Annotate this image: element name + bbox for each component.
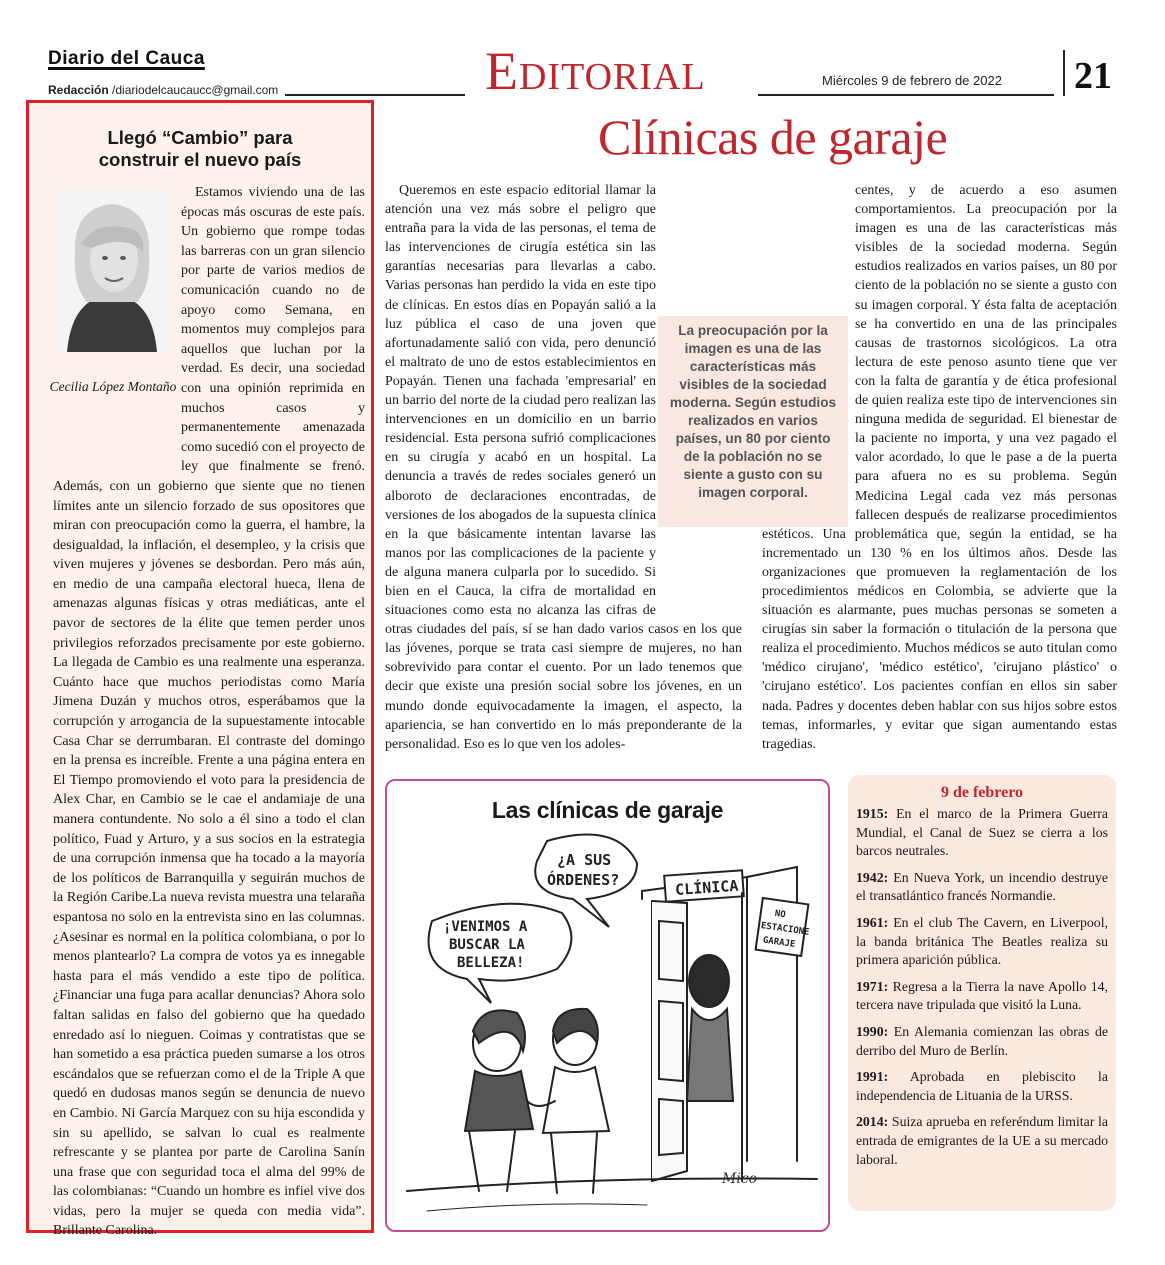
door-sign-line2: ESTACIONE xyxy=(760,921,810,938)
editorial-text-2: centes, y de acuerdo a eso asumen comportamientos. La preocupación por la imagen es una de las características más visibles de la sociedad moderna. Según estudios realizados en varios países, un 80 por ciento de la población no se siente a gusto con su imagen corporal. Y ésta falta de aceptación se ha convertido en una de las principales causas de trastornos sicológicos. La otra lectura de este penoso asunto tiene que ver con la falta de garantía y de ética profesional de quien realiza este tipo de intervenciones sin ninguna medida de seguridad. El bienestar de la paciente no importa, y una vez pagado el valor acordado, lo que le pase a de la puerta para afuera no es su problema. Según Medicina Legal cada vez más personas fallecen después de realizarse procedimientos estéticos. Una problemática que, según la entidad, se ha incrementado un 130 % en los últimos años. Desde las organizaciones que promueven la reglamentación de los procedimientos médicos en Colombia, se advierte que la situación es alarmante, pues muchas personas se someten a cirugías sin saber la formación o titulación de la persona que realiza el procedimiento. Muchos médicos se auto titulan como 'médico cirujano', 'médico estético', 'cirujano plástico' o 'cirujano estético'. Los pacientes confían en ellos sin saber nada. Padres y docentes deben hablar con sus hijos sobre estos temas, informarles, y evitar que sigan aumentando estas tragedias. xyxy=(762,183,1117,752)
efemeride-text: En Alemania comienzan las obras de derribo del Muro de Berlín. xyxy=(856,1023,1108,1058)
efemeride-year: 1990: xyxy=(856,1023,889,1039)
opinion-column xyxy=(26,100,374,1239)
efemeride-text: Regresa a la Tierra la nave Apollo 14, tercera nave tripulada que visitó la Luna. xyxy=(856,978,1108,1013)
efemeride-item xyxy=(856,805,1108,861)
opinion-title-text: Llegó “Cambio” para construir el nuevo país xyxy=(98,127,302,170)
redaccion-email: /diariodelcaucaucc@gmail.com xyxy=(108,83,279,97)
page-number: 21 xyxy=(1074,55,1112,97)
efemeride-item xyxy=(856,978,1108,1015)
efemerides-title: 9 de febrero xyxy=(940,784,1024,801)
efemeride-item xyxy=(856,1023,1108,1060)
bubble2-line2: BUSCAR LA xyxy=(449,937,525,953)
masthead-logo: Diario del Cauca xyxy=(48,48,205,69)
efemeride-text: En Nueva York, un incendio destruye el transatlántico francés Normandie. xyxy=(856,869,1108,904)
section-title: Editorial xyxy=(485,41,706,101)
efemeride-text: En el club The Cavern, en Liverpool, la banda británica The Beatles realiza su primera aparición pública. xyxy=(856,914,1108,968)
header-divider xyxy=(1063,50,1065,96)
efemeride-text: En el marco de la Primera Guerra Mundial, el Canal de Suez se cierra a los barcos neutrales. xyxy=(856,806,1108,859)
redaccion-label: Redacción xyxy=(48,83,109,97)
header-rule-left xyxy=(285,94,465,96)
redaccion-line xyxy=(48,83,278,97)
author-photo xyxy=(57,190,167,352)
efemeride-year: 1971: xyxy=(856,978,889,994)
bubble2-line1: ¡VENIMOS A xyxy=(443,919,528,935)
door-sign-line1: NO xyxy=(774,908,787,921)
editorial-text-1: Queremos en este espacio editorial llamar la atención una vez más sobre el peligro que entraña para la vida de las personas, el tema de las intervenciones de cirugía estética sin las garantías necesarias para llevarlas a cabo. Varias personas han perdido la vida en este tipo de clínicas. En estos días en Popayán salió a la luz pública el caso de una joven que afortunadamente salió con vida, pero denunció el maltrato de uno de estos establecimientos en Popayán. Tienen una fachada 'empresarial' en un barrio del norte de la ciudad pero realizan las intervenciones en un domicilio en un barrio residencial. Esta persona sufrió complicaciones en su cirugía y acabó en un hospital. La denuncia a través de redes sociales generó un alboroto de declaraciones encontradas, de versiones de los abogados de la supuesta clínica en la que básicamente intentan lavarse las manos por las complicaciones de la paciente y de alguna manera culparla por lo sucedido. Si bien en el Cauca, la cifra de mortalidad en situaciones como esta no alcanza las cifras de otras ciudades del país, sí se han dado varios casos en los que las jóvenes, porque se trata casi siempre de mujeres, no han sobrevivido para contar el cuento. Por un lado tenemos que decir que existe una presión social sobre los jóvenes, en un mundo donde equivocadamente la imagen, el aspecto, la apariencia, se han convertido en lo más preponderante de la personalidad. Eso es lo que ven los adoles- xyxy=(385,183,742,752)
issue-date: Miércoles 9 de febrero de 2022 xyxy=(822,73,1002,88)
opinion-body: Estamos viviendo una de las épocas más oscuras de este país. Un gobierno que rompe todas las barreras con un gran silencio por parte de varios medios de comunicación cuando no de apoyo como Semana, en momentos muy complejos para aquellos que luchan por la verdad. Es decir, una sociedad con una opinión reprimida en muchos casos y permanentemente amenazada como sucedió con el proyecto de ley que finalmente se frenó. Además, con un gobierno que siente que no tienen límites ante un silencio forzado de sus opositores que miran con preocupación como la guerra, el hambre, la desigualdad, la inflación, el desempleo, y la crisis que viven mujeres y jóvenes se desbordan. Pero más aún, en medio de una campaña electoral hueca, llena de amenazas algunas físicas y otras mediáticas, ante el pavor de sectores de la élite que temen perder unos privilegios reforzados precisamente por este gobierno. La llegada de Cambio es una realmente una esperanza. Cuánto hace que muchos periodistas como María Jimena Duzán y muchos otros, esperábamos que la corrupción y arrogancia de la supuestamente intocable Casa Char se derrumbaran. El contraste del domingo en la prensa es increíble. Frente a una página entera en El Tiempo promoviendo el voto para la presidencia de Alex Char, en Cambio se le cae el andamiaje de una manera contundente. No solo a él sino a todo el clan político, Fuad y Arturo, y a sus socios en la estrategia de una corrupción inmensa que ha tocado a la mayoría de los políticos de Barranquilla y seguirán muchos de la Región Caribe.La nueva revista muestra una telaraña espantosa no solo en la entrevista sino en las columnas. ¿Asesinar es normal en la política colombiana, o por lo menos plantearlo? La compra de votos ya es innegable hasta para el más vendido a este tipo de política. ¿Financiar una fuga para acallar denuncias? Ahora solo faltan salidas en falso del gobierno que ha quedado enredado así lo nieguen. Coimas y contratistas que se han sometido a esa práctica pueden sumarse a los otros escándalos que se refuerzan como el de la Triple A que quedó en dudosas manos según se denuncia de nuevo en Cambio. Ni García Marquez con su hija escondida y sin su apellido, se salvan lo cual es realmente refrescante y se plantea por parte de Carolina Sanín una frase que con seguridad toca el alma del 99% de las colombianas: “Cuando un hombre es infiel vive dos vidas, pero la mujer se queda con media vida”. Brillante Carolina. xyxy=(53,185,365,1239)
efemeride-year: 1991: xyxy=(856,1069,889,1085)
efemeride-item xyxy=(856,1068,1108,1105)
bubble1-line2: ÓRDENES? xyxy=(547,871,620,889)
bubble2-line3: BELLEZA! xyxy=(457,955,525,971)
efemeride-text: Aprobada en plebiscito la independencia de Lituania de la URSS. xyxy=(856,1069,1108,1103)
opinion-title xyxy=(29,127,371,171)
efemeride-item xyxy=(856,869,1108,906)
cartoon-box xyxy=(385,779,830,1232)
efemeride-item xyxy=(856,1113,1108,1169)
efemerides-box xyxy=(848,775,1116,1211)
efemeride-item xyxy=(856,914,1108,970)
efemeride-year: 1942: xyxy=(856,869,889,885)
efemeride-text: Suiza aprueba en referéndum limitar la entrada de emigrantes de la UE a su mercado laboral. xyxy=(856,1114,1108,1167)
bubble1-line1: ¿A SUS xyxy=(557,851,612,869)
author-name: Cecilia López Montaño xyxy=(49,379,177,394)
cartoon-title: Las clínicas de garaje xyxy=(491,797,724,823)
pull-quote: La preocupación por la imagen es una de las características más visibles de la sociedad moderna. Según estudios realizados en varios países, un 80 por ciento de la población no se siente a gusto con su imagen corporal. xyxy=(658,316,848,527)
efemeride-year: 2014: xyxy=(856,1114,889,1130)
efemeride-year: 1915: xyxy=(856,806,889,821)
efemeride-year: 1961: xyxy=(856,914,889,930)
clinic-sign: CLÍNICA xyxy=(674,876,739,899)
door-sign-line3: GARAJE xyxy=(762,935,796,950)
cartoonist-signature: Mico xyxy=(722,1171,758,1187)
header-rule-right xyxy=(758,94,1054,96)
cartoon-illustration xyxy=(387,781,830,1232)
author-portrait-icon xyxy=(57,190,167,352)
editorial-headline: Clínicas de garaje xyxy=(598,109,948,165)
